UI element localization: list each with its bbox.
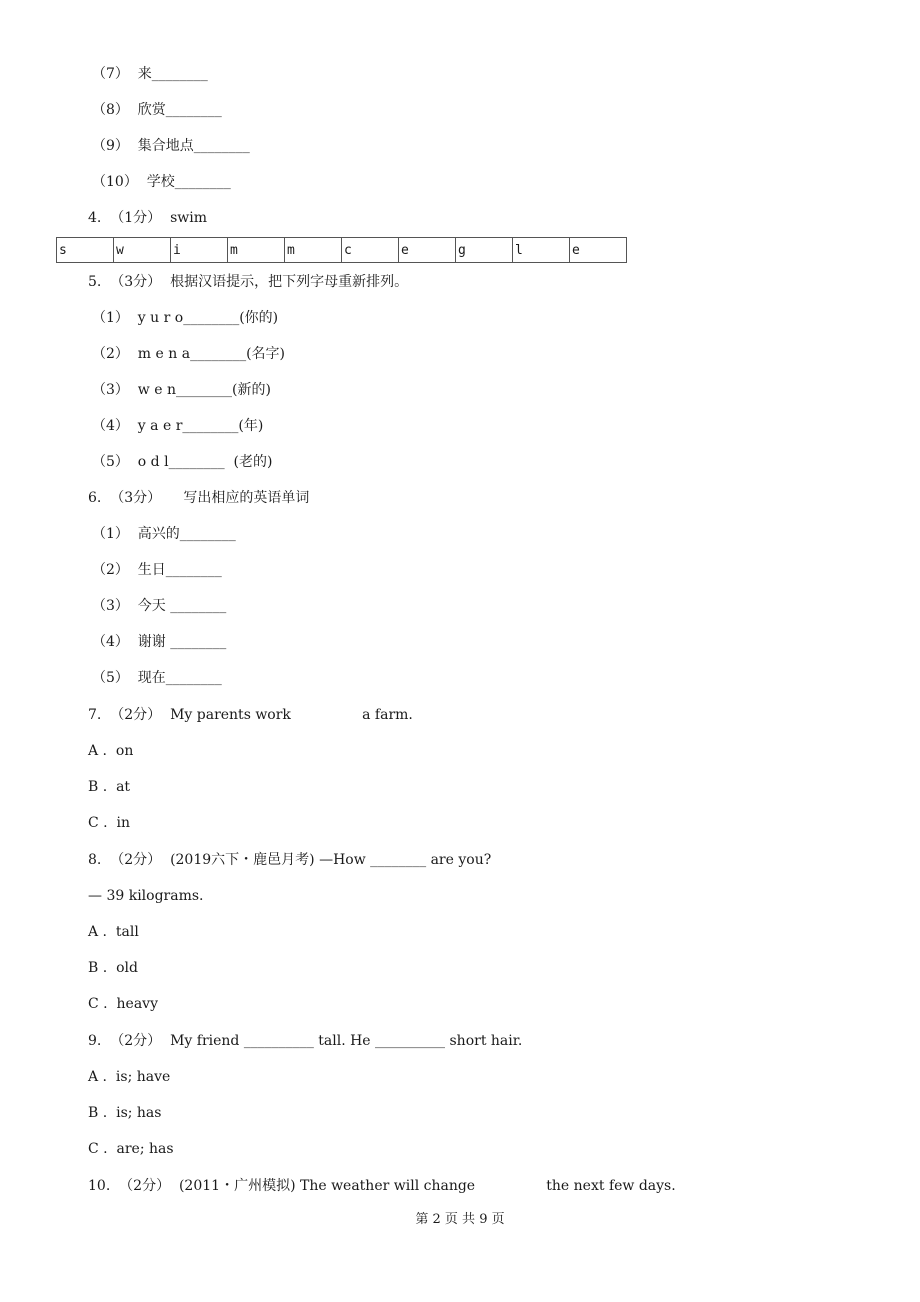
q3-item-10: （10） 学校________ <box>92 174 231 190</box>
question-10: 10. （2分） (2011・广州模拟) The weather will change the next few days. <box>88 1178 676 1194</box>
grid-cell: e <box>399 238 456 263</box>
q3-item-9: （9） 集合地点________ <box>92 138 250 154</box>
q6-item-2: （2） 生日________ <box>92 562 222 578</box>
q5-item-2: （2） m e n a________(名字) <box>92 346 286 362</box>
q8-answer-line: — 39 kilograms. <box>88 888 204 904</box>
q8-option-a: A . tall <box>88 924 139 940</box>
q3-item-7: （7） 来________ <box>92 66 208 82</box>
grid-cell: c <box>342 238 399 263</box>
grid-cell: s <box>57 238 114 263</box>
grid-cell: l <box>513 238 570 263</box>
grid-cell: g <box>456 238 513 263</box>
q6-item-3: （3） 今天 ________ <box>92 598 227 614</box>
grid-cell: w <box>114 238 171 263</box>
q7-option-b: B . at <box>88 779 131 795</box>
q5-item-1: （1） y u r o________(你的) <box>92 310 279 326</box>
q6-item-5: （5） 现在________ <box>92 670 222 686</box>
q5-item-3: （3） w e n________(新的) <box>92 382 271 398</box>
letter-grid <box>56 237 627 263</box>
q5-item-4: （4） y a e r________(年) <box>92 418 264 434</box>
question-5: 5. （3分） 根据汉语提示，把下列字母重新排列。 <box>88 274 409 290</box>
grid-cell: i <box>171 238 228 263</box>
question-9: 9. （2分） My friend __________ tall. He __________ short hair. <box>88 1033 523 1049</box>
question-6: 6. （3分） 写出相应的英语单词 <box>88 490 310 506</box>
q8-option-c: C . heavy <box>88 996 158 1012</box>
grid-cell: e <box>570 238 627 263</box>
q9-option-b: B . is; has <box>88 1105 162 1121</box>
q7-option-a: A . on <box>88 743 134 759</box>
page-footer: 第 2 页 共 9 页 <box>415 1212 505 1227</box>
q9-option-c: C . are; has <box>88 1141 174 1157</box>
q7-option-c: C . in <box>88 815 131 831</box>
question-4: 4. （1分） swim <box>88 210 207 226</box>
question-8: 8. （2分） (2019六下・鹿邑月考) —How ________ are you? <box>88 852 492 868</box>
q5-item-5: （5） o d l________ (老的) <box>92 454 273 470</box>
grid-cell: m <box>228 238 285 263</box>
grid-cell: m <box>285 238 342 263</box>
q6-item-1: （1） 高兴的________ <box>92 526 236 542</box>
q6-item-4: （4） 谢谢 ________ <box>92 634 227 650</box>
q3-item-8: （8） 欣赏________ <box>92 102 222 118</box>
q9-option-a: A . is; have <box>88 1069 171 1085</box>
q8-option-b: B . old <box>88 960 138 976</box>
question-7: 7. （2分） My parents work a farm. <box>88 707 413 723</box>
